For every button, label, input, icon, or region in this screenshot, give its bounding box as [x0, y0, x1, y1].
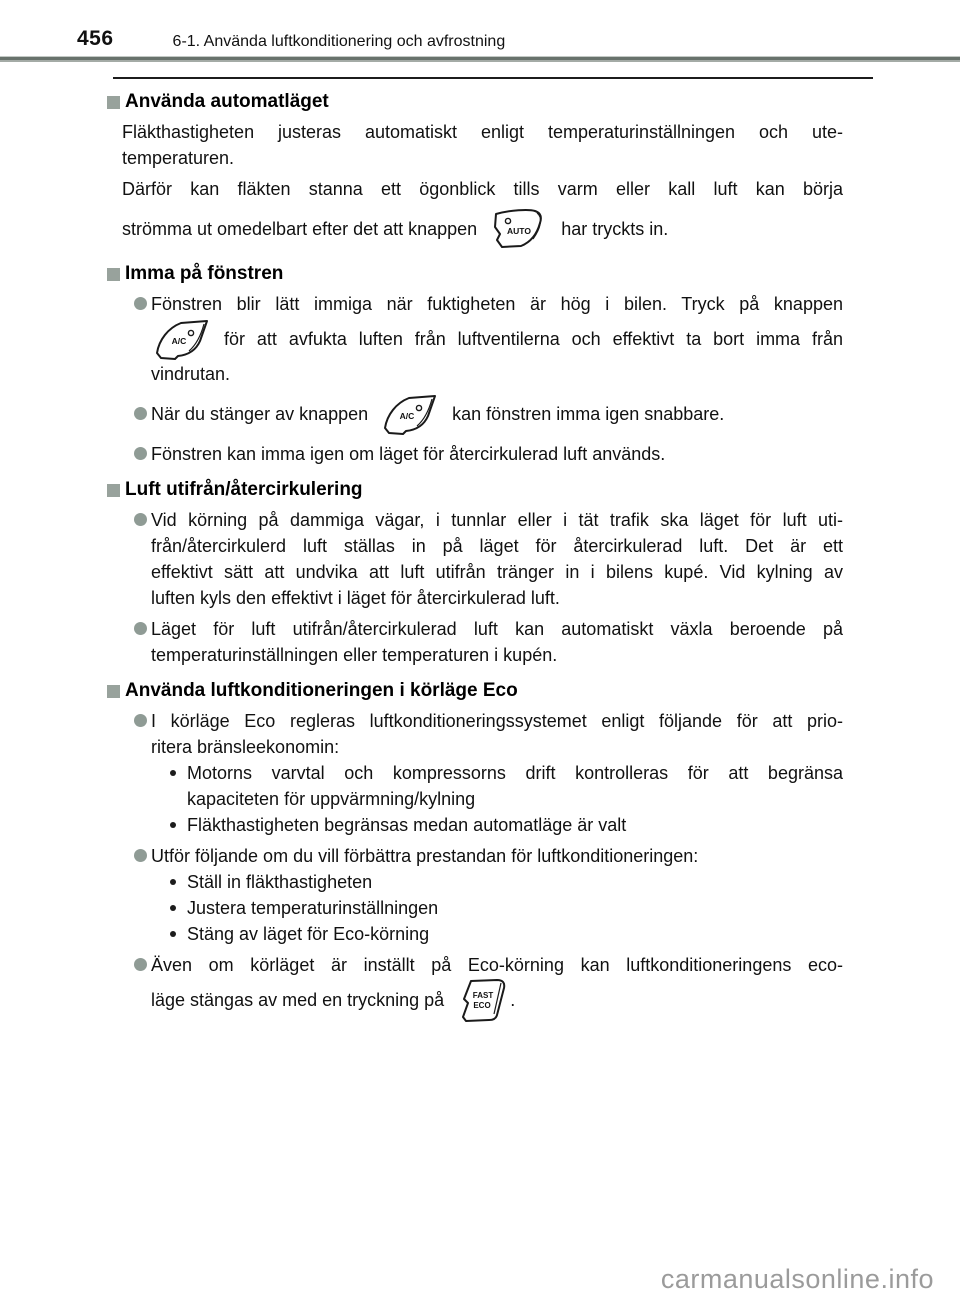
section-marker-icon	[107, 685, 120, 698]
section-luft-utifran	[107, 479, 873, 668]
bullet-line: I körläge Eco regleras luftkonditioneringssystemet enligt följande för att prio-	[151, 711, 843, 731]
bullet-item	[134, 291, 843, 387]
bullet-item	[134, 952, 843, 1022]
sub-bullet-icon	[170, 822, 176, 828]
sub-bullet-line: Ställ in fläkthastigheten	[187, 872, 373, 892]
header-divider-bar	[0, 56, 960, 62]
page-content	[107, 77, 873, 1022]
bullet-icon	[134, 513, 147, 526]
section-title-text: Luft utifrån/återcirkulering	[125, 479, 363, 500]
sub-bullet-line: Motorns varvtal och kompressorns drift kontrolleras för att begränsa	[187, 763, 843, 783]
bullet-text	[151, 952, 843, 1022]
bullet-line: vindrutan.	[151, 364, 231, 384]
bullet-icon	[134, 714, 147, 727]
section-marker-icon	[107, 484, 120, 497]
bullet-line: läge stängas av med en tryckning på	[151, 990, 445, 1010]
content-rule	[113, 77, 873, 79]
sub-bullet-line: kapaciteten för uppvärmning/kylning	[187, 789, 476, 809]
auto-label: AUTO	[507, 226, 532, 236]
bullet-text	[151, 291, 843, 387]
sub-bullet-item	[170, 895, 843, 921]
sub-bullet-item	[170, 760, 843, 812]
bullet-line: Läget för luft utifrån/återcirkulerad luft kan automatiskt växla beroende på	[151, 619, 843, 639]
bullet-line-with-icon	[151, 978, 843, 1022]
bullet-icon	[134, 958, 147, 971]
sub-bullet-icon	[170, 770, 176, 776]
section-title-text: Använda luftkonditioneringen i körläge Eco	[125, 680, 518, 701]
bullet-line: När du stänger av knappen	[151, 404, 369, 424]
eco-label: ECO	[473, 1001, 491, 1010]
bullet-icon	[134, 849, 147, 862]
paragraph-with-icon	[122, 207, 843, 251]
section-title	[107, 91, 873, 113]
bullet-line: kan fönstren imma igen snabbare.	[452, 404, 725, 424]
paragraph-line: strömma ut omedelbart efter det att knappen	[122, 219, 478, 239]
bullet-text	[151, 441, 843, 467]
bullet-line-with-icon	[151, 392, 843, 436]
fast-eco-button-icon	[455, 977, 507, 1023]
section-title-text: Använda automatläget	[125, 91, 329, 112]
sub-bullet-text	[187, 812, 843, 838]
bullet-line: från/återcirkulerd luft ställas in på läget för återcirkulerad luft. Det är ett	[151, 536, 843, 556]
bullet-item	[134, 708, 843, 838]
sub-bullet-line: Stäng av läget för Eco-körning	[187, 924, 430, 944]
sub-bullet-group	[151, 869, 843, 947]
ac-button-icon	[379, 392, 441, 436]
sub-bullet-line: Fläkthastigheten begränsas medan automatläge är valt	[187, 815, 627, 835]
paragraph	[122, 176, 843, 202]
fast-label: FAST	[472, 991, 494, 1000]
paragraph-line: Därför kan fläkten stanna ett ögonblick tills varm eller kall luft kan börja	[122, 179, 843, 199]
section-korlage-eco	[107, 680, 873, 1022]
sub-bullet-item	[170, 921, 843, 947]
section-automatlage	[107, 91, 873, 251]
bullet-text	[151, 708, 843, 838]
sub-bullet-text	[187, 895, 843, 921]
bullet-item	[134, 507, 843, 611]
sub-bullet-group	[151, 760, 843, 838]
bullet-line: Fönstren blir lätt immiga när fuktigheten är hög i bilen. Tryck på knappen	[151, 294, 843, 314]
bullet-line: temperaturinställningen eller temperaturen i kupén.	[151, 645, 558, 665]
bullet-line: luften kyls den effektivt i läget för återcirkulerad luft.	[151, 588, 560, 608]
page-header	[0, 0, 960, 56]
bullet-text	[151, 507, 843, 611]
bullet-item	[134, 392, 843, 436]
section-title	[107, 479, 873, 501]
watermark: carmanualsonline.info	[660, 1264, 934, 1294]
sub-bullet-item	[170, 812, 843, 838]
section-title	[107, 680, 873, 702]
sub-bullet-icon	[170, 931, 176, 937]
chapter-title: 6-1. Använda luftkonditionering och avfrostning	[172, 33, 506, 50]
sub-bullet-item	[170, 869, 843, 895]
ac-label: A/C	[171, 336, 187, 346]
section-title-text: Imma på fönstren	[125, 263, 284, 284]
sub-bullet-icon	[170, 905, 176, 911]
bullet-text	[151, 843, 843, 947]
sub-bullet-text	[187, 921, 843, 947]
bullet-item	[134, 843, 843, 947]
bullet-line: .	[510, 990, 516, 1010]
bullet-item	[134, 441, 843, 467]
sub-bullet-text	[187, 869, 843, 895]
paragraph-line: har tryckts in.	[561, 219, 669, 239]
bullet-text	[151, 616, 843, 668]
auto-button-icon	[488, 207, 550, 251]
ac-label: A/C	[399, 411, 415, 421]
paragraph-line: temperaturen.	[122, 148, 235, 168]
bullet-line: Utför följande om du vill förbättra prestandan för luftkonditioneringen:	[151, 846, 699, 866]
section-title	[107, 263, 873, 285]
bullet-line: effektivt sätt att undvika att luft utifrån tränger in i bilens kupé. Vid kylning av	[151, 562, 843, 582]
section-imma-pa-fonstren	[107, 263, 873, 467]
page-number: 456	[77, 27, 114, 50]
ac-button-icon	[151, 317, 213, 361]
sub-bullet-text	[187, 760, 843, 812]
sub-bullet-icon	[170, 879, 176, 885]
section-marker-icon	[107, 96, 120, 109]
bullet-icon	[134, 622, 147, 635]
bullet-icon	[134, 407, 147, 420]
bullet-line: för att avfukta luften från luftventilerna och effektivt ta bort imma från	[224, 329, 843, 349]
sub-bullet-line: Justera temperaturinställningen	[187, 898, 439, 918]
paragraph-line: Fläkthastigheten justeras automatiskt enligt temperaturinställningen och ute-	[122, 122, 843, 142]
bullet-line: Även om körläget är inställt på Eco-körning kan luftkonditioneringens eco-	[151, 955, 843, 975]
bullet-line: ritera bränsleekonomin:	[151, 737, 340, 757]
bullet-icon	[134, 447, 147, 460]
bullet-line: Fönstren kan imma igen om läget för återcirkulerad luft används.	[151, 444, 666, 464]
bullet-icon	[134, 297, 147, 310]
bullet-item	[134, 616, 843, 668]
bullet-line: Vid körning på dammiga vägar, i tunnlar eller i tät trafik ska läget för luft uti-	[151, 510, 843, 530]
paragraph	[122, 119, 843, 171]
bullet-line-with-icon	[151, 317, 843, 361]
section-marker-icon	[107, 268, 120, 281]
